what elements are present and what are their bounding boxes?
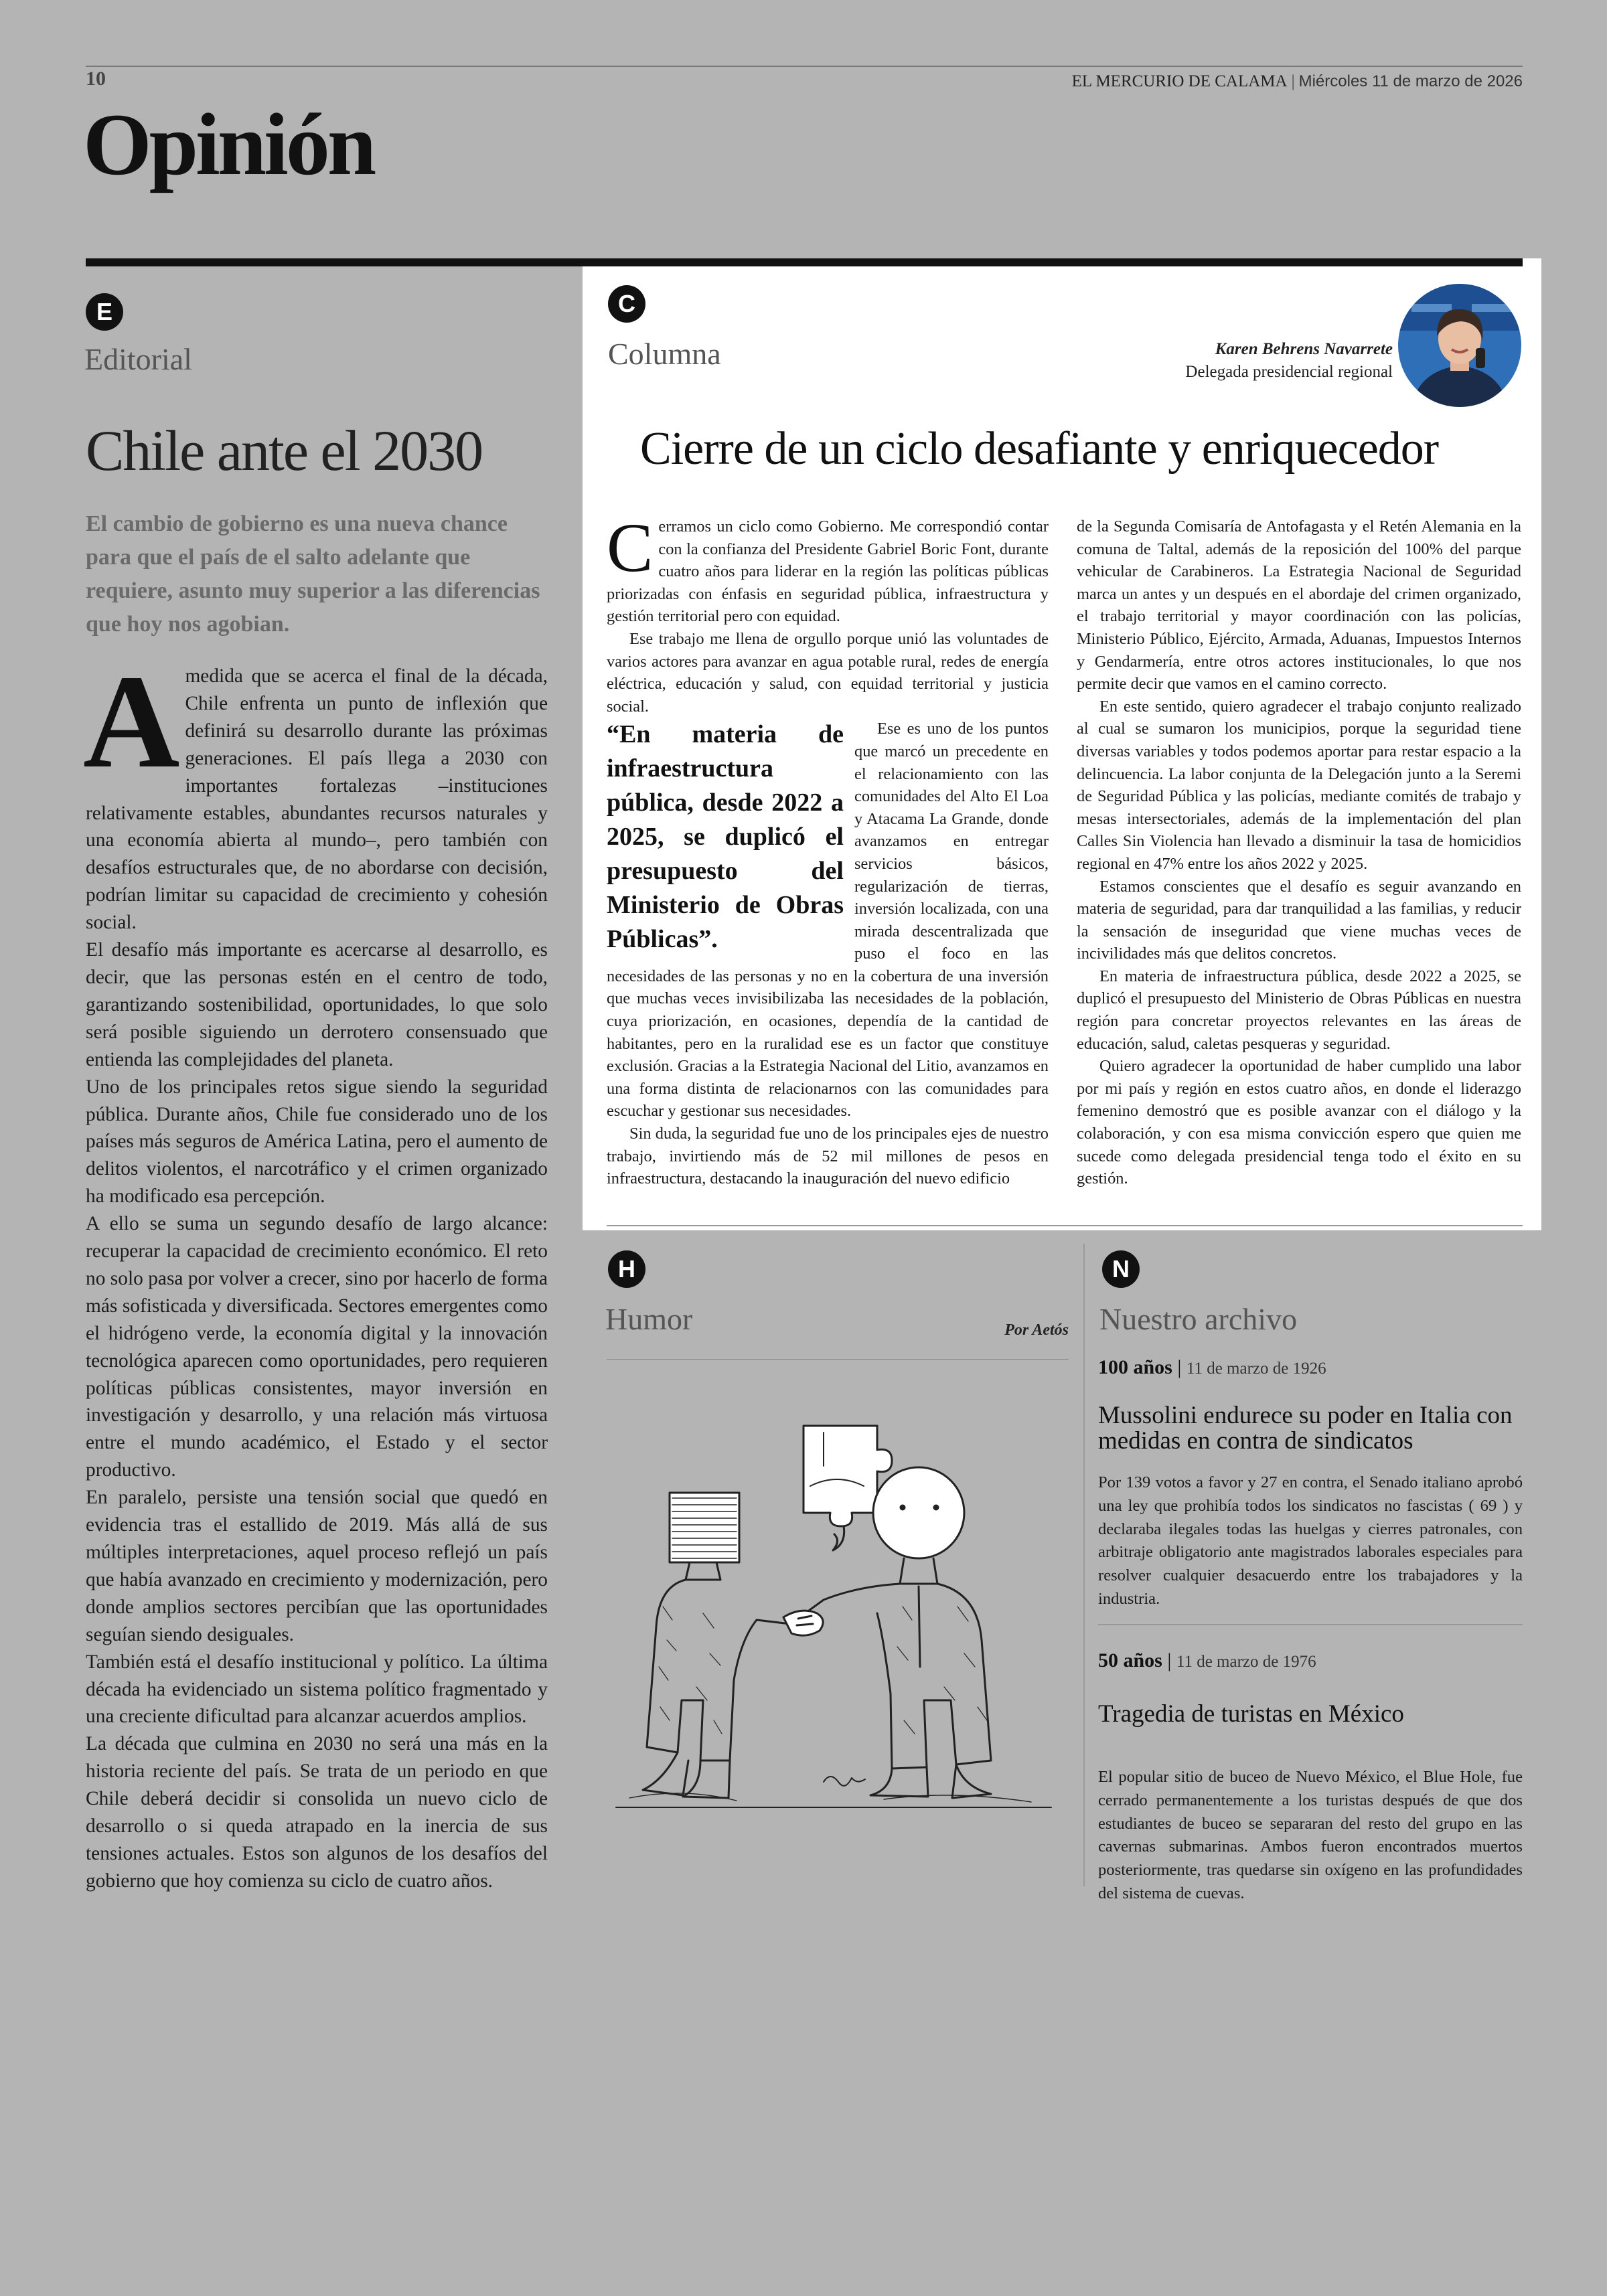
column-dropcap: C bbox=[607, 509, 654, 586]
editorial-paragraph: En paralelo, persiste una tensión social que quedó en evidencia tras el estallido de 2019. Más allá de sus múltiples interpretaciones, aquel proceso reflejó un país que había avanzado en crecimiento y modernización, pero donde amplios sectores percibían que las oportunidades seguían siendo desiguales. bbox=[86, 1487, 548, 1645]
archive-years: 50 años bbox=[1098, 1649, 1162, 1671]
column-paragraph: “En materia de infraestructura pública, desde 2022 a 2025, se duplicó el presupuesto del Ministerio de Obras Públicas”. Ese es uno de los puntos que marcó un precedente en el relacionamiento con las comunidades del Alto El Loa y Atacama La Grande, donde avanzamos en entregar servicios básicos, regularización de tierras, inversión localizada, con una mirada descentralizada que puso el foco en las necesidades de las personas y no en la cobertura de una inversión que muchas veces invisibilizaba las necesidades de la población, cuya priorización, en ocasiones, dependía de la cantidad de habitantes, pero en la ruralidad ese es un factor que constituye exclusión. Gracias a la Estrategia Nacional del Litio, avanzamos en una forma distinta de relacionarnos con las comunidades para escuchar y gestionar sus necesidades. bbox=[607, 718, 1049, 1123]
archive-item-title: Mussolini endurece su poder en Italia con medidas en contra de sindicatos bbox=[1098, 1402, 1513, 1455]
column-body-left bbox=[607, 509, 1049, 1190]
column-paragraph: Cerramos un ciclo como Gobierno. Me correspondió contar con la confianza del Presidente Gabriel Boric Font, durante cuatro años para liderar en la región las políticas públicas priorizadas con énfasis en seguridad pública, infraestructura y gestión territorial pero con equidad. bbox=[607, 509, 1049, 626]
column-paragraph: de la Segunda Comisaría de Antofagasta y el Retén Alemania en la comuna de Taltal, además de la reposición del 100% del parque vehicular de Carabineros. La Estrategia Nacional de Seguridad marca un antes y un después en el abordaje del crimen organizado, el trabajo territorial y mayor coordinación con las policías, Ministerio Público, Ejército, Armada, Aduanas, Impuestos Internos y Gendarmería, entre otros actores institucionales, lo que nos permite decir que vamos en el camino correcto. bbox=[1077, 517, 1521, 693]
author-role: Delegada presidencial regional bbox=[1185, 363, 1393, 381]
editorial-paragraph: El desafío más importante es acercarse al desarrollo, es decir, que las personas estén en el centro de todo, garantizando sostenibilidad, oportunidades, lo que solo será posible siguiendo un derrotero consensuado que entienda las complejidades del planeta. bbox=[86, 939, 548, 1070]
editorial-body bbox=[83, 648, 548, 1895]
archive-badge: N bbox=[1102, 1250, 1140, 1288]
archive-date: 11 de marzo de 1926 bbox=[1186, 1360, 1326, 1378]
archive-date: 11 de marzo de 1976 bbox=[1176, 1653, 1316, 1671]
humor-credit: Por Aetós bbox=[1004, 1321, 1069, 1339]
column-paragraph: Estamos conscientes que el desafío es seguir avanzando en materia de seguridad, para dar tranquilidad a las familias, y reducir la sensación de inseguridad que viene muchas veces de incivilidades más que delitos concretos. bbox=[1077, 877, 1521, 963]
author-portrait-icon bbox=[1398, 284, 1521, 407]
humor-label: Humor bbox=[605, 1302, 693, 1336]
editorial-paragraph: A ello se suma un segundo desafío de largo alcance: recuperar la capacidad de crecimiento económico. El reto no solo pasa por volver a crecer, sino por hacerlo de forma más sofisticada y diversificada. Sectores emergentes como el hidrógeno verde, la economía digital y la innovación tecnológica aparecen como oportunidades, pero requieren políticas públicas consistentes, mayor inversión en investigación y desarrollo, y una relación más virtuosa entre el mundo académico, el Estado y el sector productivo. bbox=[86, 1213, 548, 1481]
archive-item-header: 50 años | 11 de marzo de 1976 bbox=[1098, 1649, 1316, 1671]
editorial-paragraph: Amedida que se acerca el final de la década, Chile enfrenta un punto de inflexión que definirá su desarrollo durante las próximas generaciones. El país llega a 2030 con importantes fortalezas –instituciones relativamente estables, abundantes recursos naturales y una economía abierta al mundo–, pero también con desafíos estructurales que, de no abordarse con decisión, podrían limitar su capacidad de crecimiento y cohesión social. bbox=[83, 648, 548, 934]
humor-rule bbox=[607, 1359, 1069, 1360]
archive-item-title: Tragedia de turistas en México bbox=[1098, 1700, 1404, 1728]
humor-cartoon bbox=[603, 1386, 1065, 1821]
column-body-right bbox=[1077, 515, 1521, 1190]
editorial-badge: E bbox=[86, 293, 123, 331]
archive-years: 100 años bbox=[1098, 1356, 1172, 1378]
humor-archive-divider bbox=[1083, 1244, 1085, 1886]
pull-quote: “En materia de infraestructura pública, desde 2022 a 2025, se duplicó el presupuesto del Ministerio de Obras Públicas”. bbox=[607, 720, 844, 954]
editorial-paragraph: La década que culmina en 2030 no será una más en la historia reciente del país. Se trata de un periodo en que Chile deberá decidir si consolida un nuevo ciclo de desarrollo o si queda atrapado en la inercia de sus tensiones actuales. Estos son algunos de los desafíos del gobierno que hoy comienza su ciclo de cuatro años. bbox=[86, 1733, 548, 1892]
column-paragraph: En materia de infraestructura pública, desde 2022 a 2025, se duplicó el presupuesto del Ministerio de Obras Públicas en nuestra región para concretar proyectos relevantes en las áreas de educación, salud, caletas pesqueras y seguridad. bbox=[1077, 967, 1521, 1053]
masthead-separator: | bbox=[1291, 72, 1295, 90]
author-photo bbox=[1398, 284, 1521, 407]
column-badge: C bbox=[608, 285, 645, 323]
header-rule bbox=[86, 66, 1523, 67]
author-name: Karen Behrens Navarrete bbox=[1215, 340, 1393, 358]
issue-date: Miércoles 11 de marzo de 2026 bbox=[1298, 72, 1523, 90]
column-paragraph: Sin duda, la seguridad fue uno de los principales ejes de nuestro trabajo, invirtiendo más de 52 mil millones de pesos en infraestructura, destacando la inauguración del nuevo edificio bbox=[607, 1125, 1049, 1188]
editorial-lede: El cambio de gobierno es una nueva chance para que el país de el salto adelante que requiere, asunto muy superior a las diferencias que hoy nos agobian. bbox=[86, 511, 540, 637]
archive-item-text: El popular sitio de buceo de Nuevo México, el Blue Hole, fue cerrado permanentemente a los turistas después de que dos estudiantes de buceo se separaran del resto del grupo en las cavernas submarinas. Ambos fueron encontrados muertos posteriormente, tras quedarse sin oxígeno en las profundidades del sistema de cuevas. bbox=[1098, 1768, 1523, 1902]
editorial-paragraph: Uno de los principales retos sigue siendo la seguridad pública. Durante años, Chile fue considerado uno de los países más seguros de América Latina, pero el aumento de delitos violentos, el narcotráfico y el crimen organizado ha modificado esa percepción. bbox=[86, 1076, 548, 1208]
column-paragraph: En este sentido, quiero agradecer el trabajo conjunto realizado al cual se sumaron los municipios, porque la seguridad tiene diversas variables y todos podemos aportar para restar espacio a la delincuencia. La labor conjunta de la Delegación junto a la Seremi de Seguridad Pública y las policías, mediante comités de trabajo y mesas intersectoriales, además de la implementación del plan Calles Sin Violencia han llevado a disminuir la tasa de homicidios regional en 47% entre los años 2022 y 2025. bbox=[1077, 697, 1521, 873]
editorial-label: Editorial bbox=[84, 342, 192, 376]
column-bottom-rule bbox=[607, 1225, 1523, 1226]
archive-item-header: 100 años | 11 de marzo de 1926 bbox=[1098, 1356, 1326, 1378]
editorial-paragraph: También está el desafío institucional y político. La última década ha evidenciado un sistema político fragmentado y una creciente dificultad para alcanzar acuerdos amplios. bbox=[86, 1651, 548, 1728]
column-top-rule bbox=[583, 258, 1523, 266]
archive-label: Nuestro archivo bbox=[1099, 1302, 1298, 1336]
masthead bbox=[1072, 72, 1523, 91]
column-title: Cierre de un ciclo desafiante y enriquecedor bbox=[640, 423, 1439, 475]
section-title: Opinión bbox=[83, 95, 374, 193]
column-paragraph: Ese trabajo me llena de orgullo porque unió las voluntades de varios actores para avanzar en agua potable rural, redes de energía eléctrica, educación y salud, con equidad territorial y justicia social. bbox=[607, 629, 1049, 716]
archive-item-text: Por 139 votos a favor y 27 en contra, el Senado italiano aprobó una ley que prohibía todos los sindicatos no fascistas ( 69 ) y declaraba ilegales todas las huelgas y cierres patronales, con arbitraje obligatorio ante magistrados laborales especiales para resolver cualquier desacuerdo entre los trabajadores y la industria. bbox=[1098, 1473, 1523, 1608]
newspaper-name: EL MERCURIO DE CALAMA bbox=[1071, 72, 1288, 90]
archive-separator bbox=[1098, 1624, 1523, 1625]
page-number: 10 bbox=[86, 68, 106, 90]
humor-badge: H bbox=[608, 1250, 645, 1288]
column-label: Columna bbox=[608, 337, 721, 371]
editorial-title: Chile ante el 2030 bbox=[86, 418, 483, 483]
editorial-dropcap: A bbox=[83, 648, 180, 796]
cartoon-handshake-icon bbox=[603, 1386, 1065, 1821]
column-paragraph: Quiero agradecer la oportunidad de haber cumplido una labor por mi país y región en estos cuatro años, en donde el liderazgo femenino demostró que es posible avanzar con el diálogo y la colaboración, y con esa misma convicción espero que quien me sucede como delegada presidencial tenga todo el éxito en su gestión. bbox=[1077, 1057, 1521, 1188]
